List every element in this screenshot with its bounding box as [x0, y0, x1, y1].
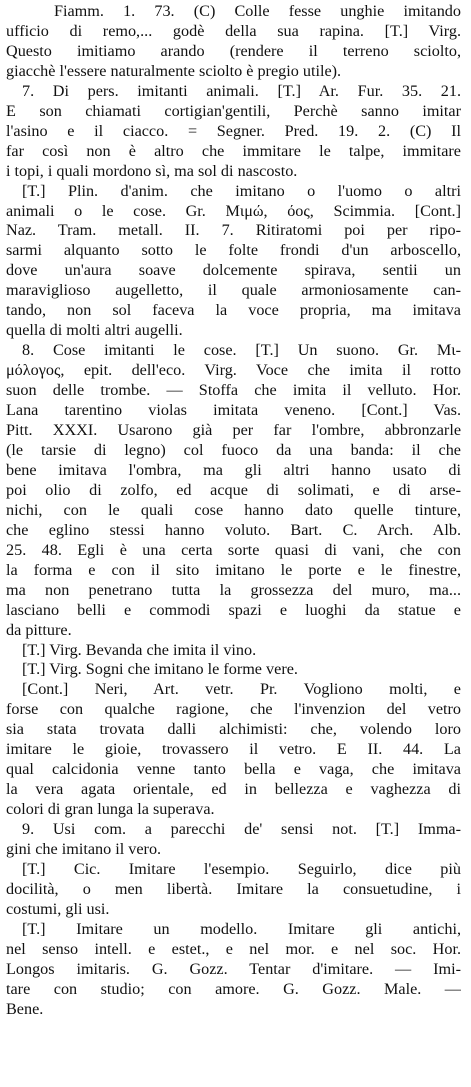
text-line: bene imitava l'ombra, ma gli altri hanno usato di [6, 460, 461, 479]
text-line: colori di gran lunga la superava. [6, 800, 215, 819]
text-line: 9. Usi com. a parecchi de' sensi not. [T.] Imma- [22, 820, 461, 839]
text-line: Bene. [6, 999, 44, 1018]
text-line: da pitture. [6, 620, 72, 639]
text-line: che eglino stessi hanno voluto. Bart. C. Arch. Alb. [6, 520, 461, 539]
text-line: [T.] Plin. d'anim. che imitano o l'uomo o altri [22, 181, 461, 200]
text-line: i topi, i quali mordono sì, ma sol di nascosto. [6, 161, 298, 180]
text-line: ufficio di remo,... godè della sua rapina. [T.] Virg. [6, 21, 461, 40]
text-line: Pitt. XXXI. Usarono già per far l'ombre, abbronzarle [6, 421, 461, 440]
text-line: docilità, o men libertà. Imitare la consuetudine, i [6, 879, 461, 898]
text-line: [T.] Virg. Bevanda che imita il vino. [22, 640, 257, 659]
text-line: Lana tarentino violas imitata veneno. [Cont.] Vas. [6, 401, 461, 420]
text-line: [Cont.] Neri, Art. vetr. Pr. Vogliono molti, e [22, 680, 461, 699]
text-line: E son chiamati cortigian'gentili, Perchè sanno imitar [6, 101, 461, 120]
text-line: gini che imitano il vero. [6, 840, 162, 859]
dictionary-entry-text [6, 2, 461, 1020]
text-line: forse con qualche ragione, che l'invenzion del vetro [6, 700, 461, 719]
text-line: animali o le cose. Gr. Μιμώ, όος, Scimmia. [Cont.] [6, 201, 461, 220]
text-line: Naz. Tram. metall. II. 7. Ritiratomi poi per ripo- [6, 221, 461, 240]
text-line: μόλογος, epit. dell'eco. Virg. Voce che imita il rotto [6, 361, 461, 380]
text-line: lasciano belli e commodi spazi e luoghi da statue e [6, 600, 461, 619]
text-line: tando, non sol faceva la voce propria, ma imitava [6, 301, 461, 320]
text-line: ma non penetrano tutta la grossezza del muro, ma... [6, 580, 461, 599]
text-line: nel senso intell. e estet., e nel mor. e nel soc. Hor. [6, 939, 461, 958]
text-line: (le tarsie di legno) col fuoco da una banda: il che [6, 440, 461, 459]
text-line: qual calcidonia venne tanto bella e vaga, che imitava [6, 760, 461, 779]
text-line: costumi, gli usi. [6, 899, 110, 918]
text-line: far così non è altro che immitare le talpe, immitare [6, 141, 461, 160]
text-line: la vera agata orientale, ed in bellezza e vaghezza di [6, 780, 461, 799]
text-line: [T.] Imitare un modello. Imitare gli antichi, [22, 919, 461, 938]
text-line: quella di molti altri augelli. [6, 321, 183, 340]
text-line: poi olio di zolfo, ed acque di solimati, e di arse- [6, 480, 461, 499]
text-line: 25. 48. Egli è una certa sorte quasi di vani, che con [6, 540, 461, 559]
text-line: maraviglioso augelletto, il quale armoniosamente can- [6, 281, 461, 300]
text-line: la forma e con il sito imitano le porte e le finestre, [6, 560, 461, 579]
text-line: sarmi alquanto sotto le folte frondi d'un arboscello, [6, 241, 461, 260]
text-line: 8. Cose imitanti le cose. [T.] Un suono. Gr. Μι- [22, 341, 461, 360]
text-line: suon delle trombe. — Stoffa che imita il velluto. Hor. [6, 381, 461, 400]
text-line: 7. Di pers. imitanti animali. [T.] Ar. Fur. 35. 21. [22, 81, 461, 100]
text-line: l'asino e il ciacco. = Segner. Pred. 19. 2. (C) Il [6, 121, 461, 140]
text-line: Questo imitiamo arando (rendere il terreno sciolto, [6, 41, 461, 60]
text-line: [T.] Cic. Imitare l'esempio. Seguirlo, dice più [22, 859, 461, 878]
text-line: Fiamm. 1. 73. (C) Colle fesse unghie imitando [54, 2, 461, 20]
text-line: imitare le gioie, trovassero il vetro. E II. 44. La [6, 740, 461, 759]
text-line: [T.] Virg. Sogni che imitano le forme vere. [22, 660, 298, 679]
text-line: giacchè l'essere naturalmente sciolto è pregio utile). [6, 61, 342, 80]
text-line: nichi, con le quali cose hanno dato quelle tinture, [6, 500, 461, 519]
text-line: Longos imitaris. G. Gozz. Tentar d'imitare. — Imi- [6, 959, 461, 978]
text-line: tare con studio; con amore. G. Gozz. Male. — [6, 979, 461, 998]
text-line: sia stata trovata dalli alchimisti: che, volendo loro [6, 720, 461, 739]
text-line: dove un'aura soave dolcemente spirava, sentii un [6, 261, 461, 280]
